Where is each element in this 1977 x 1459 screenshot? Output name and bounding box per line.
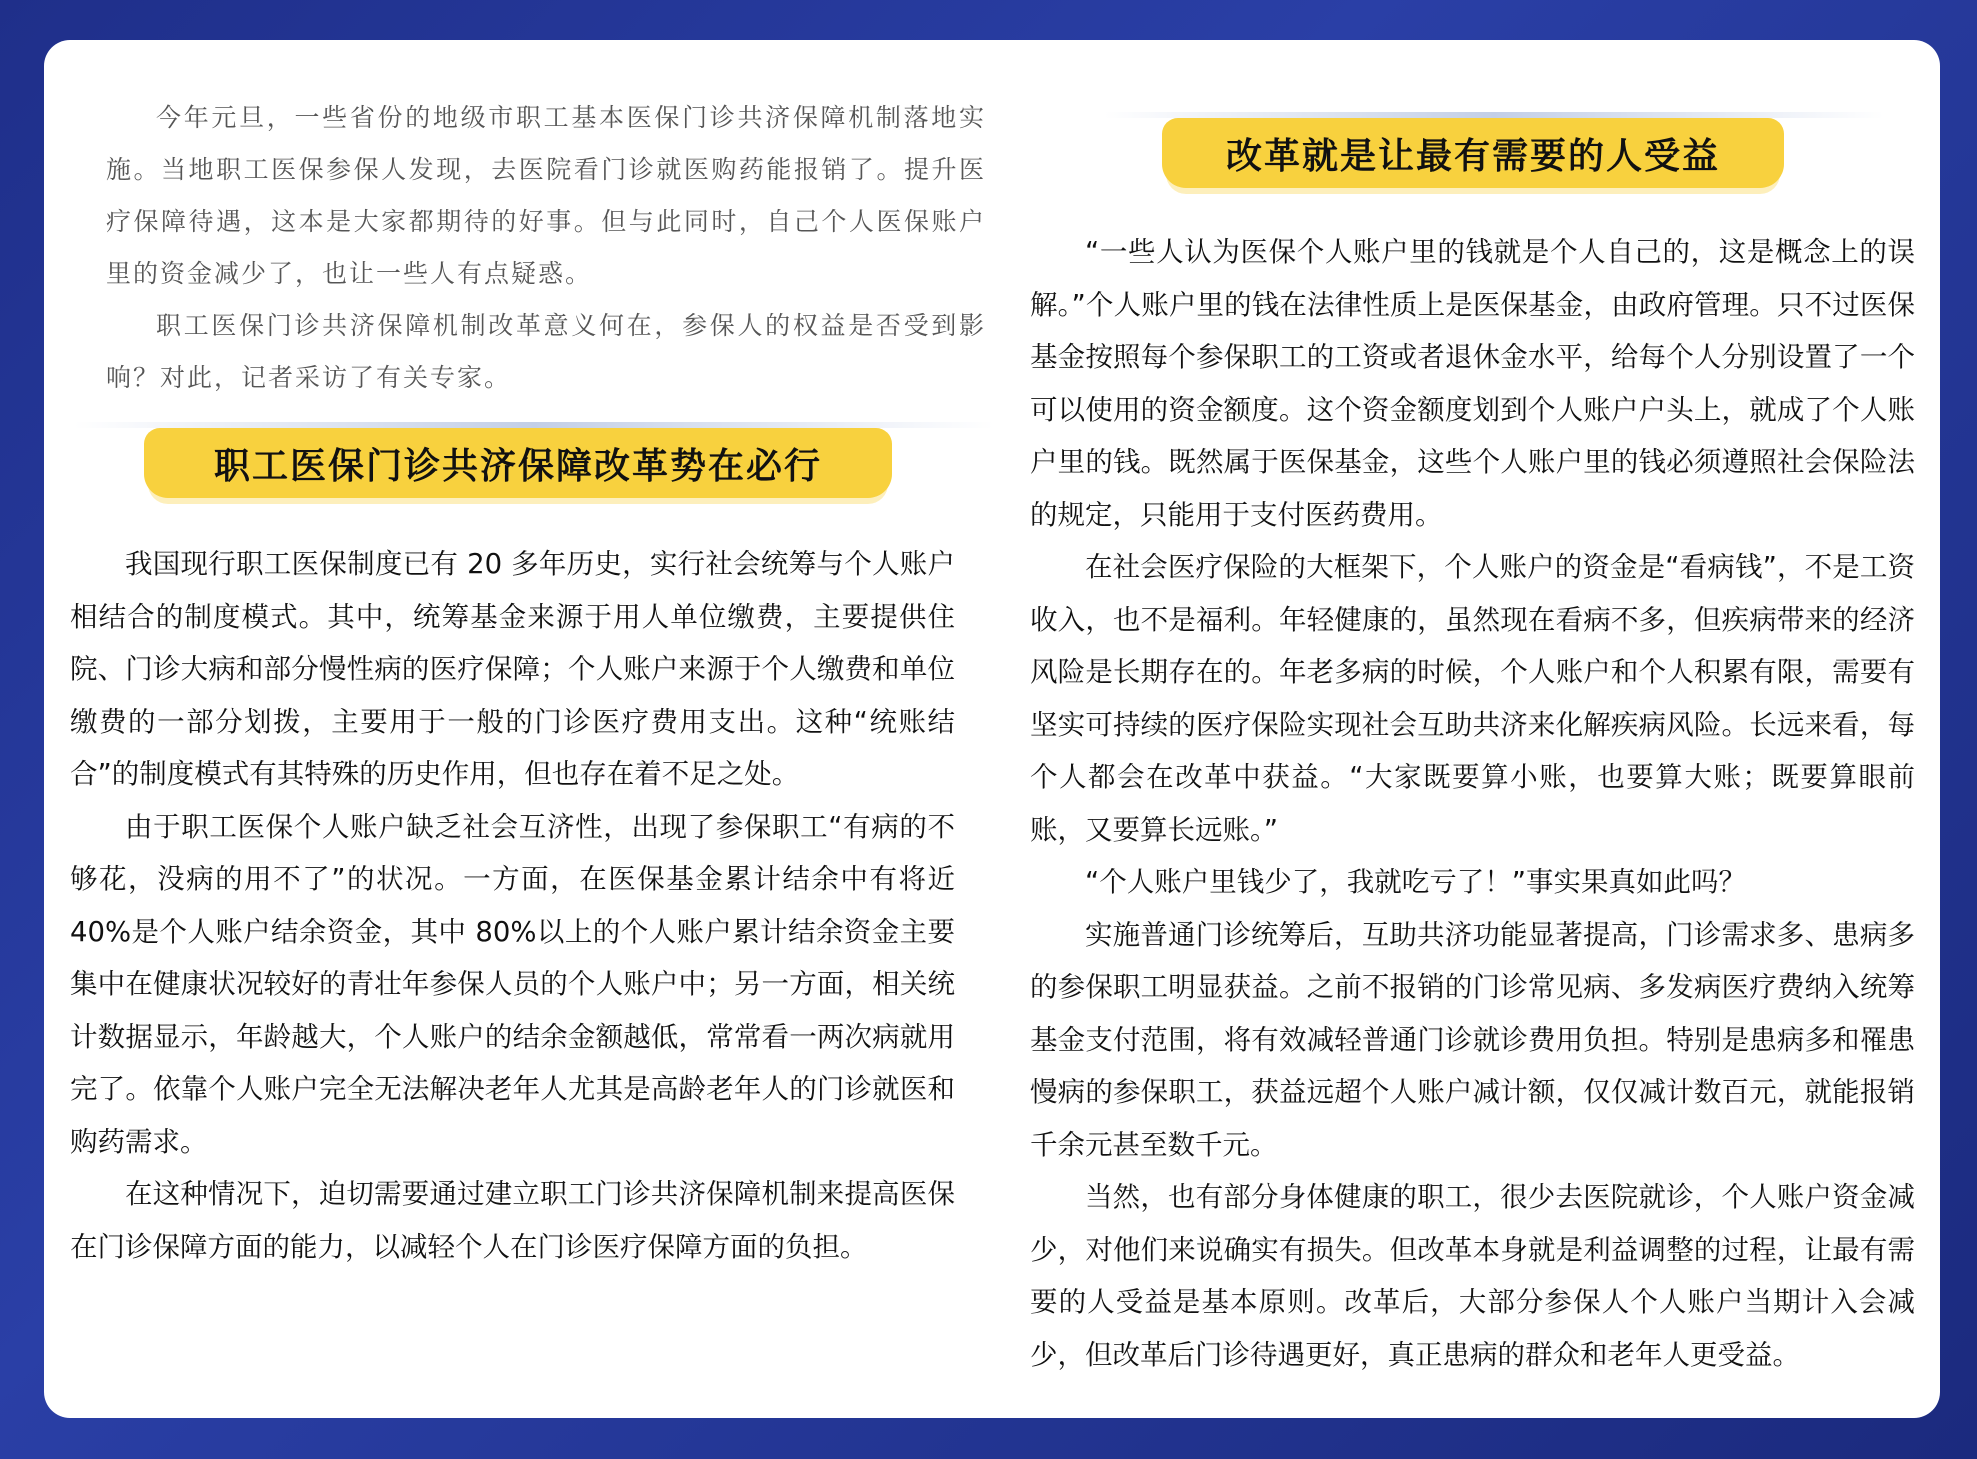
- intro-paragraph-2: 职工医保门诊共济保障机制改革意义何在，参保人的权益是否受到影响？对此，记者采访了有关专家。: [106, 311, 986, 392]
- intro-section: [106, 92, 986, 404]
- right-column: [1030, 226, 1915, 1381]
- left-heading-text: 职工医保门诊共济保障改革势在必行: [213, 444, 822, 487]
- right-paragraph-3: “个人账户里钱少了，我就吃亏了！”事实果真如此吗？: [1085, 866, 1746, 898]
- left-column: [70, 538, 955, 1273]
- right-heading-text: 改革就是让最有需要的人受益: [1225, 134, 1720, 177]
- right-paragraph-2: 在社会医疗保险的大框架下，个人账户的资金是“看病钱”，不是工资收入，也不是福利。年轻健康的，虽然现在看病不多，但疾病带来的经济风险是长期存在的。年老多病的时候，个人账户和个人积累有限，需要有坚实可持续的医疗保险实现社会互助共济来化解疾病风险。长远来看，每个人都会在改革中获益。“大家既要算小账，也要算大账；既要算眼前账，又要算长远账。”: [1030, 551, 1915, 846]
- left-paragraph-3: 在这种情况下，迫切需要通过建立职工门诊共济保障机制来提高医保在门诊保障方面的能力，以减轻个人在门诊医疗保障方面的负担。: [70, 1178, 955, 1263]
- right-paragraph-5: 当然，也有部分身体健康的职工，很少去医院就诊，个人账户资金减少，对他们来说确实有损失。但改革本身就是利益调整的过程，让最有需要的人受益是基本原则。改革后，大部分参保人个人账户当期计入会减少，但改革后门诊待遇更好，真正患病的群众和老年人更受益。: [1030, 1181, 1915, 1371]
- article-card: [44, 40, 1940, 1418]
- left-paragraph-1: 我国现行职工医保制度已有 20 多年历史，实行社会统筹与个人账户相结合的制度模式。其中，统筹基金来源于用人单位缴费，主要提供住院、门诊大病和部分慢性病的医疗保障；个人账户来源于个人缴费和单位缴费的一部分划拨，主要用于一般的门诊医疗费用支出。这种“统账结合”的制度模式有其特殊的历史作用，但也存在着不足之处。: [70, 548, 955, 790]
- right-paragraph-4: 实施普通门诊统筹后，互助共济功能显著提高，门诊需求多、患病多的参保职工明显获益。之前不报销的门诊常见病、多发病医疗费纳入统筹基金支付范围，将有效减轻普通门诊就诊费用负担。特别是患病多和罹患慢病的参保职工，获益远超个人账户减计额，仅仅减计数百元，就能报销千余元甚至数千元。: [1030, 918, 1915, 1161]
- intro-paragraph-1: 今年元旦，一些省份的地级市职工基本医保门诊共济保障机制落地实施。当地职工医保参保人发现，去医院看门诊就医购药能报销了。提升医疗保障待遇，这本是大家都期待的好事。但与此同时，自己个人医保账户里的资金减少了，也让一些人有点疑惑。: [106, 103, 986, 288]
- right-paragraph-1: “一些人认为医保个人账户里的钱就是个人自己的，这是概念上的误解。”个人账户里的钱在法律性质上是医保基金，由政府管理。只不过医保基金按照每个参保职工的工资或者退休金水平，给每个人分别设置了一个可以使用的资金额度。这个资金额度划到个人账户户头上，就成了个人账户里的钱。既然属于医保基金，这些个人账户里的钱必须遵照社会保险法的规定，只能用于支付医药费用。: [1030, 236, 1915, 531]
- left-section-heading: [144, 428, 892, 498]
- left-paragraph-2: 由于职工医保个人账户缺乏社会互济性，出现了参保职工“有病的不够花，没病的用不了”的状况。一方面，在医保基金累计结余中有将近 40%是个人账户结余资金，其中 80%以上的个人账户累计结余资金主要集中在健康状况较好的青壮年参保人员的个人账户中；另一方面，相关统计数据显示，年龄越大，个人账户的结余金额越低，常常看一两次病就用完了。依靠个人账户完全无法解决老年人尤其是高龄老年人的门诊就医和购药需求。: [70, 810, 955, 1158]
- right-section-heading: [1162, 118, 1784, 188]
